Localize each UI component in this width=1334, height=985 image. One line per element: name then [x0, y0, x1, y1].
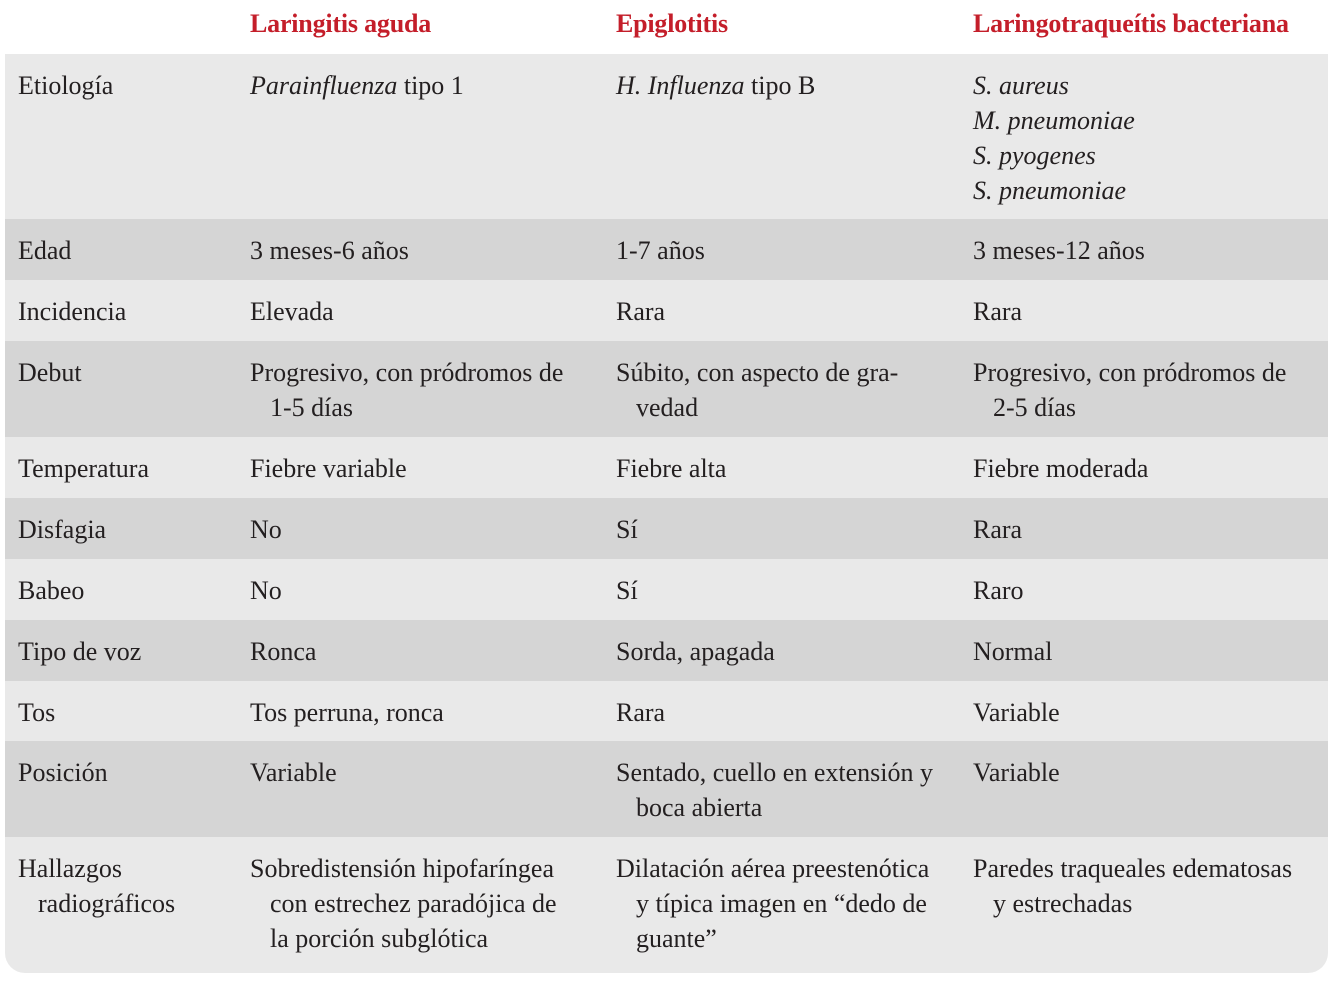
- row-label: Tipo de voz: [18, 637, 142, 666]
- row-etiologia: [5, 54, 1328, 219]
- comparison-table: [5, 0, 1328, 973]
- row-label: Debut: [18, 358, 82, 387]
- row-label: Tos: [18, 698, 56, 727]
- row-posicion: [5, 741, 1328, 837]
- cell-epiglotitis: Sorda, apagada: [616, 637, 775, 666]
- cell-line: con estrechez paradójica de: [270, 889, 557, 918]
- row-edad: [5, 219, 1328, 280]
- header-laringitis-aguda: Laringitis aguda: [250, 9, 432, 38]
- cell-line: Sobredistensión hipofaríngea: [250, 854, 554, 883]
- cell-laringitis: [250, 355, 595, 425]
- cell-laringotraqueitis: [973, 355, 1323, 425]
- row-temperatura: [5, 437, 1328, 498]
- header-laringotraqueitis-bacteriana: Laringotraqueítis bacteriana: [973, 9, 1289, 38]
- cell-laringitis: [250, 851, 595, 956]
- row-label: Edad: [18, 236, 72, 265]
- cell-laringitis: 3 meses-6 años: [250, 236, 409, 265]
- row-disfagia: [5, 498, 1328, 559]
- header-epiglotitis: Epiglotitis: [616, 9, 728, 38]
- cell-line: Sentado, cuello en extensión y: [616, 758, 933, 787]
- cell-epiglotitis: Sí: [616, 515, 638, 544]
- cell-epiglotitis: [616, 68, 956, 103]
- cell-line: 2-5 días: [993, 393, 1077, 422]
- cell-laringitis: Tos perruna, ronca: [250, 698, 444, 727]
- cell-line: M. pneumoniae: [973, 106, 1135, 135]
- cell-line: S. pyogenes: [973, 141, 1096, 170]
- row-hallazgos-radiograficos: [5, 837, 1328, 973]
- cell-epiglotitis: Rara: [616, 297, 666, 326]
- cell-line: y típica imagen en “dedo de: [636, 889, 927, 918]
- table-header: [5, 0, 1328, 54]
- cell-line: S. aureus: [973, 71, 1069, 100]
- cell-italic-text: Parainfluenza: [250, 71, 398, 100]
- cell-line: Progresivo, con pródromos de: [973, 358, 1287, 387]
- cell-epiglotitis: [616, 355, 956, 425]
- row-label-line: Hallazgos: [18, 854, 122, 883]
- cell-epiglotitis: 1-7 años: [616, 236, 705, 265]
- row-label: Babeo: [18, 576, 85, 605]
- cell-laringotraqueitis: Raro: [973, 576, 1024, 605]
- cell-epiglotitis: Rara: [616, 698, 666, 727]
- cell-epiglotitis: Fiebre alta: [616, 454, 727, 483]
- cell-line: S. pneumoniae: [973, 176, 1127, 205]
- cell-epiglotitis: [616, 755, 956, 825]
- cell-laringotraqueitis: [973, 851, 1323, 921]
- row-label: Temperatura: [18, 454, 149, 483]
- cell-laringotraqueitis: Variable: [973, 758, 1060, 787]
- cell-laringitis: [250, 68, 595, 103]
- cell-laringotraqueitis: Fiebre moderada: [973, 454, 1149, 483]
- cell-laringitis: No: [250, 515, 282, 544]
- row-babeo: [5, 559, 1328, 620]
- row-tipo-de-voz: [5, 620, 1328, 681]
- row-label-line: radiográficos: [38, 889, 176, 918]
- cell-epiglotitis: Sí: [616, 576, 638, 605]
- cell-laringotraqueitis: Rara: [973, 515, 1023, 544]
- row-label: [18, 851, 238, 921]
- row-label: Incidencia: [18, 297, 127, 326]
- cell-line: Paredes traqueales edematosas: [973, 854, 1293, 883]
- row-debut: [5, 341, 1328, 437]
- row-incidencia: [5, 280, 1328, 341]
- cell-laringitis: Variable: [250, 758, 337, 787]
- cell-line: Progresivo, con pródromos de: [250, 358, 564, 387]
- cell-line: y estrechadas: [993, 889, 1133, 918]
- cell-laringitis: Elevada: [250, 297, 334, 326]
- cell-laringitis: No: [250, 576, 282, 605]
- cell-text: tipo B: [744, 71, 816, 100]
- cell-line: 1-5 días: [270, 393, 354, 422]
- row-label: Disfagia: [18, 515, 107, 544]
- row-tos: [5, 681, 1328, 741]
- cell-laringitis: Fiebre variable: [250, 454, 407, 483]
- cell-line: boca abierta: [636, 793, 763, 822]
- cell-laringotraqueitis: 3 meses-12 años: [973, 236, 1145, 265]
- cell-italic-text: H. Influenza: [616, 71, 745, 100]
- cell-laringotraqueitis: [973, 68, 1323, 208]
- cell-laringotraqueitis: Rara: [973, 297, 1023, 326]
- cell-laringotraqueitis: Normal: [973, 637, 1053, 666]
- cell-line: vedad: [636, 393, 699, 422]
- row-label: Etiología: [18, 71, 114, 100]
- cell-line: Dilatación aérea preestenótica: [616, 854, 930, 883]
- cell-line: guante”: [636, 924, 717, 953]
- cell-laringitis: Ronca: [250, 637, 317, 666]
- cell-line: Súbito, con aspecto de gra-: [616, 358, 899, 387]
- row-label: Posición: [18, 758, 108, 787]
- cell-text: tipo 1: [397, 71, 464, 100]
- cell-line: la porción subglótica: [270, 924, 489, 953]
- cell-laringotraqueitis: Variable: [973, 698, 1060, 727]
- cell-epiglotitis: [616, 851, 956, 956]
